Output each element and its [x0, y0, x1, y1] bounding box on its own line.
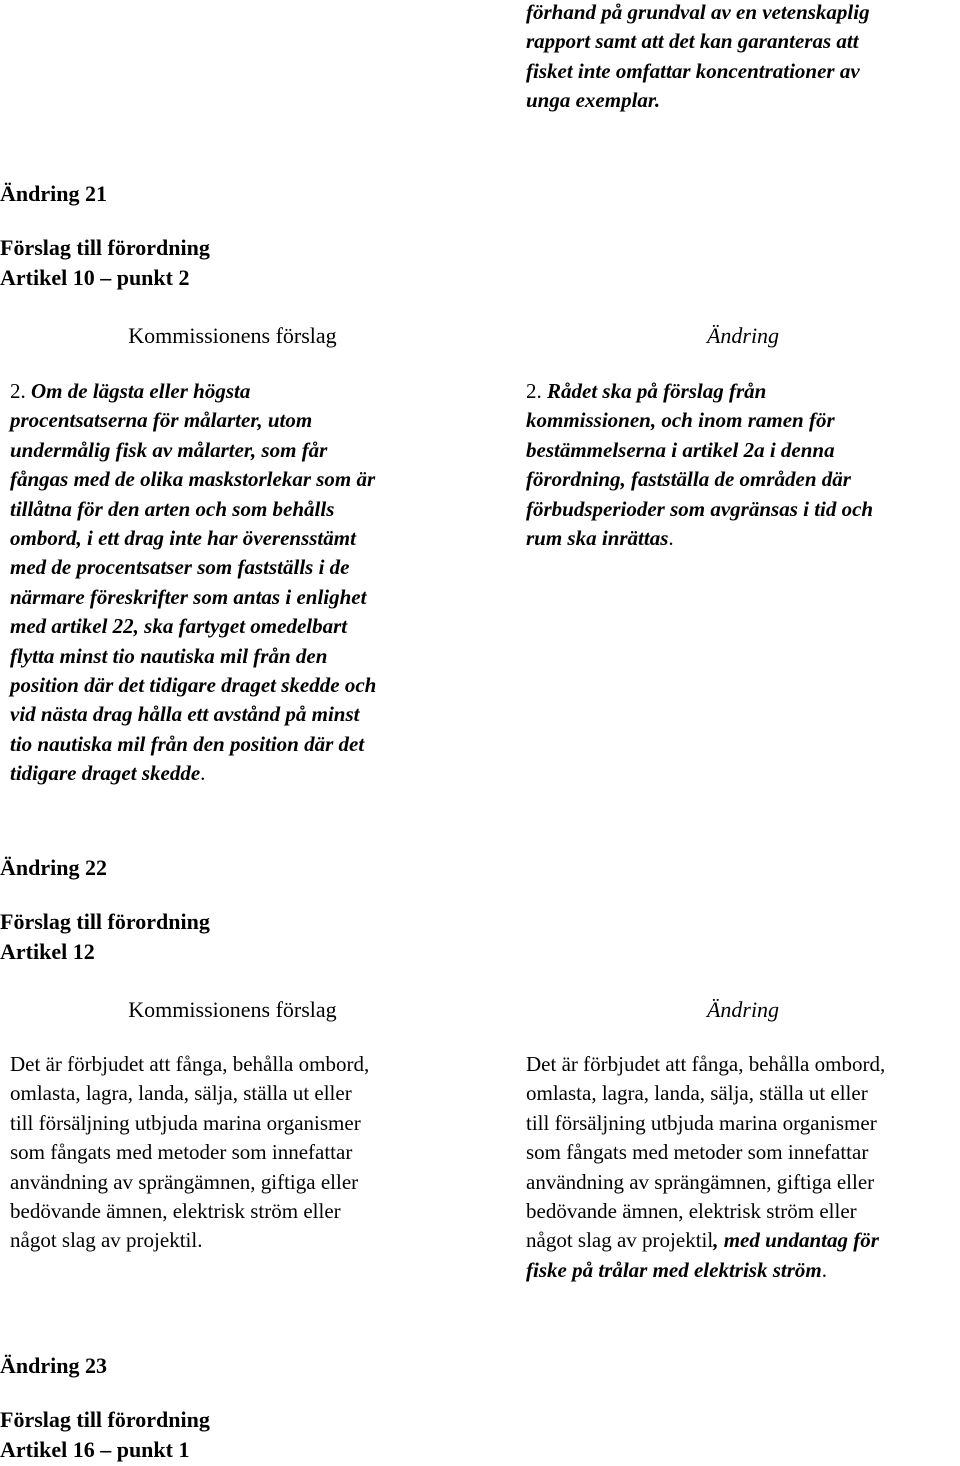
commission-text-block [10, 1050, 455, 1256]
text-line: till försäljning utbjuda marina organismer [10, 1110, 361, 1135]
text-line: Rådet ska på förslag från [541, 379, 767, 403]
text-line: med artikel 22, ska fartyget omedelbart [10, 614, 348, 639]
text-line: kommissionen, och inom ramen för [526, 408, 835, 433]
amendment-title: Ändring 22 [0, 855, 107, 880]
text-line: flytta minst tio nautiska mil från den [10, 643, 328, 668]
text-line: Det är förbjudet att fånga, behålla ombord, [526, 1052, 886, 1076]
text-line: undermålig fisk av målarter, som får [10, 437, 328, 462]
commission-proposal-header: Kommissionens förslag [128, 997, 337, 1022]
text-line: rum ska inrättas [526, 526, 669, 551]
text-line: unga exemplar. [526, 88, 661, 113]
text-line: som fångats med metoder som innefattar [10, 1140, 353, 1165]
text-line: bestämmelserna i artikel 2a i denna [526, 437, 835, 462]
text-line: tio nautiska mil från den position där det [10, 731, 365, 756]
proposal-heading: Förslag till förordning [0, 909, 210, 934]
text-line: Det är förbjudet att fånga, behålla ombord, [10, 1052, 370, 1076]
text-line: som fångats med metoder som innefattar [526, 1140, 869, 1165]
text-line: procentsatserna för målarter, utom [10, 408, 313, 433]
text-line: fisket inte omfattar koncentrationer av [526, 58, 860, 83]
article-reference: Artikel 16 – punkt 1 [0, 1437, 190, 1462]
text-line: fångas med de olika maskstorlekar som är [10, 467, 376, 492]
commission-text-block [10, 377, 455, 789]
amendment-text-block [526, 377, 960, 553]
text-line: med de procentsatser som fastställs i de [10, 555, 350, 580]
text-line: omlasta, lagra, landa, sälja, ställa ut eller [10, 1081, 352, 1106]
period: . [668, 526, 674, 551]
amendment-title: Ändring 21 [0, 181, 107, 206]
text-line: till försäljning utbjuda marina organismer [526, 1110, 877, 1135]
text-line: omlasta, lagra, landa, sälja, ställa ut eller [526, 1081, 868, 1106]
amendment-title: Ändring 23 [0, 1353, 107, 1378]
text-line: något slag av projektil [526, 1228, 714, 1253]
paragraph-number: 2. [10, 379, 26, 403]
text-line: bedövande ämnen, elektrisk ström eller [526, 1199, 857, 1224]
text-line: användning av sprängämnen, giftiga eller [10, 1169, 359, 1194]
emphasized-text: fiske på trålar med elektrisk ström [526, 1257, 822, 1282]
amendment-text-block [526, 1050, 960, 1285]
amendment-header: Ändring [706, 323, 780, 348]
continuation-text [526, 0, 960, 116]
text-line: rapport samt att det kan garanteras att [526, 29, 859, 54]
text-line: position där det tidigare draget skedde och [10, 673, 377, 698]
text-line: tillåtna för den arten och som behålls [10, 496, 335, 521]
text-line: förhand på grundval av en vetenskaplig [526, 0, 870, 24]
text-line: något slag av projektil. [10, 1228, 203, 1253]
proposal-heading: Förslag till förordning [0, 1407, 210, 1432]
text-line: Om de lägsta eller högsta [25, 379, 251, 403]
article-reference: Artikel 12 [0, 939, 95, 964]
period: . [821, 1257, 827, 1282]
text-line: närmare föreskrifter som antas i enlighet [10, 584, 367, 609]
emphasized-text: , med undantag för [713, 1228, 879, 1253]
text-line: vid nästa drag hålla ett avstånd på minst [10, 702, 360, 727]
text-line: tidigare draget skedde [10, 761, 201, 786]
text-line: användning av sprängämnen, giftiga eller [526, 1169, 875, 1194]
text-line: ombord, i ett drag inte har överensstämt [10, 526, 356, 551]
text-line: bedövande ämnen, elektrisk ström eller [10, 1199, 341, 1224]
text-line: förbudsperioder som avgränsas i tid och [526, 496, 874, 521]
amendment-header: Ändring [706, 997, 780, 1022]
article-reference: Artikel 10 – punkt 2 [0, 265, 190, 290]
text-line: förordning, fastställa de områden där [526, 467, 851, 492]
proposal-heading: Förslag till förordning [0, 235, 210, 260]
period: . [200, 761, 206, 786]
commission-proposal-header: Kommissionens förslag [128, 323, 337, 348]
paragraph-number: 2. [526, 379, 542, 403]
